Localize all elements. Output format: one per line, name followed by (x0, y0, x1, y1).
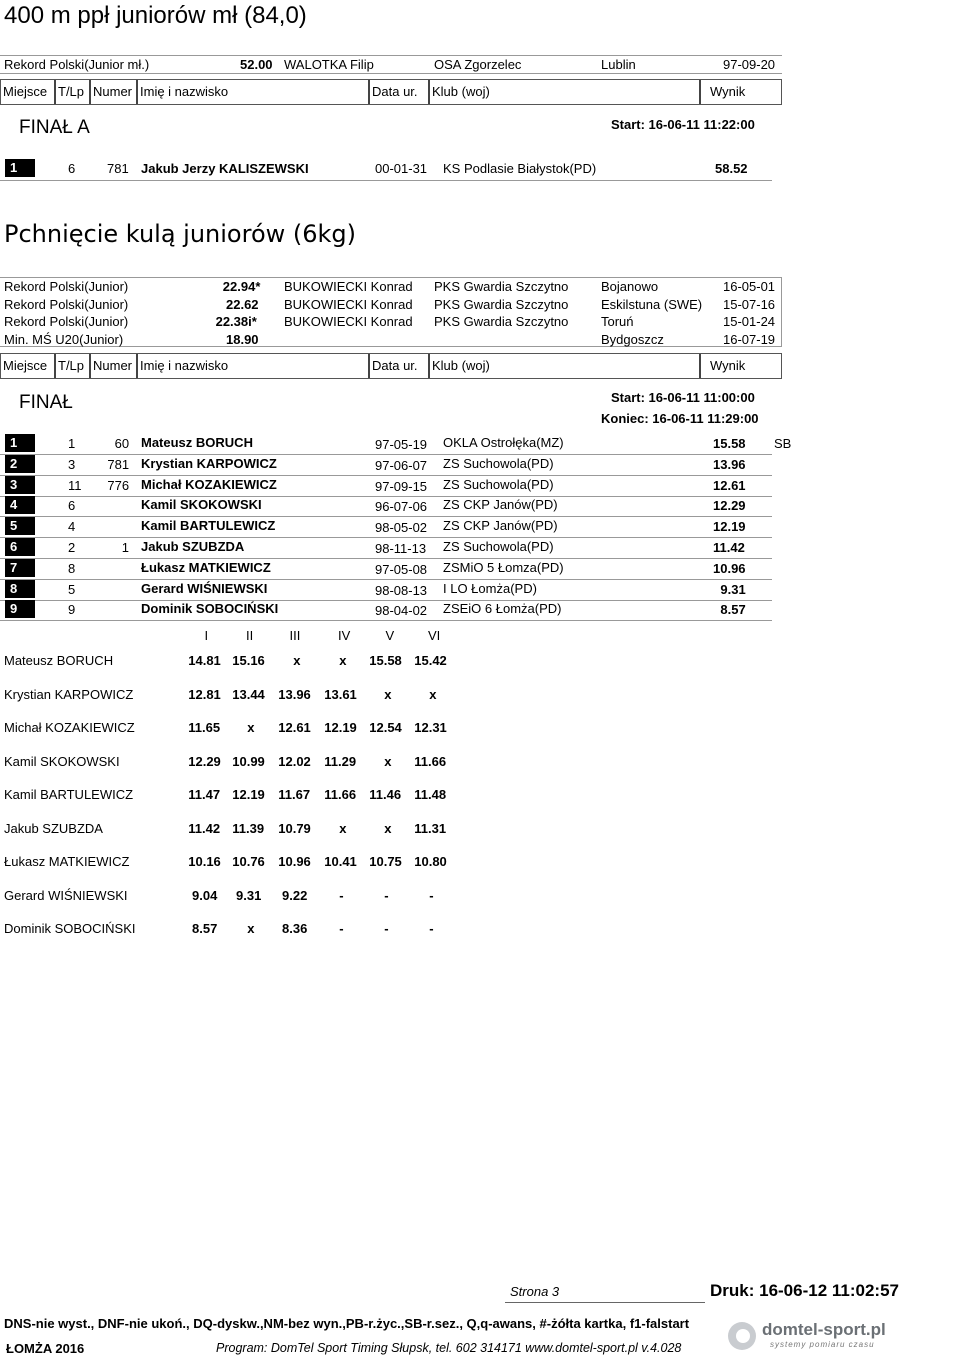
attempt-4: 11.66 (324, 787, 357, 802)
athlete-name: Jakub SZUBZDA (141, 539, 245, 554)
attempt-5: 15.58 (369, 653, 402, 668)
attempt-2: 15.16 (232, 653, 265, 668)
club: ZS CKP Janów(PD) (443, 497, 558, 513)
attempt-athlete-name: Kamil SKOKOWSKI (4, 753, 120, 769)
place-badge: 1 (5, 159, 35, 177)
attempt-athlete-name: Łukasz MATKIEWICZ (4, 854, 130, 869)
table-row (0, 517, 800, 537)
record-result: 22.38i* (215, 314, 257, 329)
header-place: Miejsce (1, 80, 56, 104)
record-place: Lublin (601, 57, 636, 72)
lane: 6 (68, 161, 76, 176)
club: ZS Suchowola(PD) (443, 455, 554, 471)
event2-end: Koniec: 16-06-11 11:29:00 (601, 411, 759, 426)
record-result: 52.00 (240, 57, 273, 72)
place-badge: 7 (5, 559, 35, 577)
attempt-row (0, 921, 480, 939)
attempt-2: 11.39 (232, 820, 265, 836)
table-row (0, 538, 800, 558)
attempt-athlete-name: Mateusz BORUCH (4, 653, 114, 668)
table-row (0, 580, 800, 600)
date-of-birth: 98-05-02 (375, 520, 428, 536)
attempt-2: 12.19 (232, 787, 265, 802)
club: I LO Łomża(PD) (443, 580, 537, 596)
record-place: Toruń (601, 314, 634, 329)
header-lane: T/Lp (56, 80, 91, 104)
athlete-name: Mateusz BORUCH (141, 435, 253, 450)
club: ZSMiO 5 Łomza(PD) (443, 559, 564, 575)
attempt-3: 11.67 (278, 787, 311, 802)
header-place: Miejsce (1, 354, 56, 378)
header-club: Klub (woj) (430, 354, 701, 378)
bib-number: 1 (121, 540, 130, 555)
attempt-row (0, 687, 480, 705)
header-dob: Data ur. (370, 354, 430, 378)
bib-number: 60 (114, 436, 130, 451)
result: 12.29 (713, 498, 746, 514)
attempt-6: 12.31 (414, 720, 447, 735)
attempt-6: - (429, 921, 434, 936)
attempt-1: 11.47 (188, 787, 221, 802)
event1-title: 400 m ppł juniorów mł (84,0) (4, 2, 307, 29)
lane: 9 (68, 602, 76, 618)
place-badge: 5 (5, 517, 35, 535)
attempt-5: - (384, 921, 389, 936)
record-label: Rekord Polski(Junior mł.) (4, 57, 150, 72)
attempt-row (0, 854, 480, 872)
athlete-name: Michał KOZAKIEWICZ (141, 476, 277, 492)
attempt-6: - (429, 887, 434, 903)
header-result: Wynik (710, 84, 746, 99)
attempt-6: x (429, 686, 437, 702)
attempt-3: x (293, 653, 301, 668)
page-number: Strona 3 (510, 1284, 560, 1299)
table-row (0, 476, 800, 496)
header-club: Klub (woj) (430, 80, 701, 104)
club: OKLA Ostrołęka(MZ) (443, 435, 564, 450)
table-row (0, 600, 800, 620)
event2-final-label: FINAŁ (19, 392, 73, 413)
record-club: PKS Gwardia Szczytno (434, 314, 569, 329)
attempt-5: - (384, 887, 389, 903)
header-number: Numer (91, 80, 138, 104)
bib-number: 776 (107, 477, 130, 493)
athlete-name: Kamil SKOKOWSKI (141, 497, 262, 513)
header-dob: Data ur. (370, 80, 430, 104)
result: 13.96 (713, 456, 746, 472)
lane: 4 (68, 519, 76, 535)
place-badge: 4 (5, 496, 35, 514)
attempt-row (0, 754, 480, 772)
record-date: 16-05-01 (723, 279, 776, 294)
header-number: Numer (91, 354, 138, 378)
attempt-5: 12.54 (369, 720, 402, 735)
record-place: Bojanowo (601, 279, 659, 294)
attempt-athlete-name: Michał KOZAKIEWICZ (4, 720, 135, 735)
attempt-1: 11.42 (188, 820, 221, 836)
print-timestamp: Druk: 16-06-12 11:02:57 (710, 1281, 900, 1300)
athlete-name: Gerard WIŚNIEWSKI (141, 580, 268, 596)
logo-tagline: systemy pomiaru czasu (770, 1340, 875, 1349)
attempt-6: 11.66 (414, 753, 447, 769)
season-best-note: SB (774, 436, 792, 451)
lane: 5 (68, 581, 76, 597)
date-of-birth: 98-11-13 (375, 541, 427, 556)
record-club: OSA Zgorzelec (434, 57, 522, 72)
date-of-birth: 97-05-08 (375, 561, 428, 577)
place-badge: 6 (5, 538, 35, 556)
event1-final-label: FINAŁ A (19, 117, 90, 138)
attempt-row (0, 821, 480, 839)
attempt-1: 12.29 (188, 753, 221, 769)
attempt-6: 11.48 (414, 787, 447, 802)
attempt-header-3: III (289, 628, 301, 643)
attempt-3: 8.36 (282, 921, 308, 936)
date-of-birth: 98-08-13 (375, 582, 428, 598)
attempt-row (0, 653, 480, 671)
attempt-3: 9.22 (282, 887, 308, 903)
header-name: Imię i nazwisko (138, 80, 370, 104)
event2-start: Start: 16-06-11 11:00:00 (611, 390, 755, 405)
date-of-birth: 97-09-15 (375, 478, 428, 494)
place-badge: 2 (5, 455, 35, 473)
attempt-header-1: I (204, 628, 209, 643)
record-date: 97-09-20 (723, 57, 776, 72)
club: KS Podlasie Białystok(PD) (443, 161, 597, 176)
attempt-row (0, 720, 480, 738)
attempt-header-6: VI (428, 628, 441, 643)
result: 10.96 (713, 560, 746, 576)
attempt-1: 9.04 (192, 887, 218, 903)
bib-number: 781 (107, 456, 130, 472)
date-of-birth: 00-01-31 (375, 161, 428, 176)
lane: 11 (68, 477, 82, 493)
athlete-name: Łukasz MATKIEWICZ (141, 559, 271, 575)
date-of-birth: 97-06-07 (375, 457, 428, 473)
attempt-athlete-name: Krystian KARPOWICZ (4, 686, 134, 702)
date-of-birth: 96-07-06 (375, 499, 428, 515)
athlete-name: Kamil BARTULEWICZ (141, 518, 276, 534)
attempt-5: 10.75 (369, 854, 402, 869)
attempt-4: 11.29 (324, 753, 357, 769)
attempt-2: 10.76 (232, 854, 265, 869)
record-athlete: BUKOWIECKI Konrad (284, 279, 413, 294)
result: 8.57 (720, 602, 746, 618)
date-of-birth: 98-04-02 (375, 603, 428, 619)
attempt-4: x (339, 653, 347, 668)
attempt-header-5: V (385, 628, 395, 643)
record-date: 15-01-24 (723, 314, 776, 329)
attempt-header-2: II (246, 628, 254, 643)
club: ZS CKP Janów(PD) (443, 518, 558, 534)
place-badge: 1 (5, 434, 35, 452)
header-name: Imię i nazwisko (138, 354, 370, 378)
attempt-3: 12.02 (278, 753, 311, 769)
table-row (0, 434, 800, 454)
record-place: Bydgoszcz (601, 331, 664, 347)
result: 15.58 (713, 436, 746, 451)
bib-number: 781 (107, 161, 129, 176)
attempt-6: 15.42 (414, 653, 447, 668)
lane: 6 (68, 498, 76, 514)
record-label: Rekord Polski(Junior) (4, 279, 129, 294)
attempt-3: 13.96 (278, 686, 311, 702)
attempt-3: 10.96 (278, 854, 311, 869)
record-result: 18.90 (226, 331, 259, 347)
date-of-birth: 97-05-19 (375, 437, 428, 452)
attempt-2: x (247, 921, 255, 936)
place-badge: 8 (5, 580, 35, 598)
record-label: Min. MŚ U20(Junior) (4, 331, 124, 347)
event1-header-bar (0, 79, 782, 105)
program-info: Program: DomTel Sport Timing Słupsk, tel. 602 314171 www.domtel-sport.pl v.4.028 (216, 1341, 682, 1355)
result: 12.61 (713, 477, 746, 493)
attempt-4: - (339, 921, 344, 936)
attempt-2: 9.31 (236, 887, 262, 903)
athlete-name: Jakub Jerzy KALISZEWSKI (141, 161, 309, 176)
attempt-2: 10.99 (232, 753, 265, 769)
location-year: ŁOMŻA 2016 (6, 1341, 85, 1356)
attempt-5: x (384, 753, 392, 769)
athlete-name: Dominik SOBOCIŃSKI (141, 601, 279, 617)
attempt-5: x (384, 820, 392, 836)
abbreviation-legend: DNS-nie wyst., DNF-nie ukoń., DQ-dyskw.,NM-bez wyn.,PB-r.życ.,SB-r.sez., Q,q-awans, #-żółta kartka, f1-falstart (4, 1316, 690, 1331)
event1-start: Start: 16-06-11 11:22:00 (611, 117, 755, 132)
record-place: Eskilstuna (SWE) (601, 296, 703, 312)
attempt-6: 11.31 (414, 820, 447, 836)
attempt-1: 8.57 (192, 921, 218, 936)
header-result: Wynik (710, 358, 746, 373)
attempt-4: - (339, 887, 344, 903)
row-divider (0, 620, 772, 621)
domtel-logo (728, 1318, 913, 1352)
attempt-6: 10.80 (414, 854, 447, 869)
attempt-3: 12.61 (278, 720, 311, 735)
lane: 1 (68, 436, 76, 451)
attempt-1: 12.81 (188, 686, 221, 702)
record-result: 22.94* (222, 279, 261, 294)
attempt-2: 13.44 (232, 686, 265, 702)
place-badge: 3 (5, 476, 35, 494)
attempt-4: 13.61 (324, 686, 357, 702)
record-result: 22.62 (226, 296, 259, 312)
record-athlete: BUKOWIECKI Konrad (284, 296, 413, 312)
table-row (0, 559, 800, 579)
attempt-athlete-name: Kamil BARTULEWICZ (4, 787, 134, 802)
attempt-4: x (339, 820, 347, 836)
place-badge: 9 (5, 600, 35, 618)
lane: 8 (68, 560, 76, 576)
record-athlete: WALOTKA Filip (284, 57, 374, 72)
attempt-athlete-name: Jakub SZUBZDA (4, 820, 103, 836)
table-row (0, 496, 800, 516)
club: ZSEiO 6 Łomża(PD) (443, 601, 562, 617)
record-date: 15-07-16 (723, 296, 776, 312)
attempt-3: 10.79 (278, 820, 311, 836)
header-lane: T/Lp (56, 354, 91, 378)
attempt-athlete-name: Gerard WIŚNIEWSKI (4, 887, 128, 903)
table-row (0, 455, 800, 475)
record-club: PKS Gwardia Szczytno (434, 296, 569, 312)
attempt-5: 11.46 (369, 787, 402, 802)
record-club: PKS Gwardia Szczytno (434, 279, 569, 294)
event2-header-bar (0, 353, 782, 379)
attempt-5: x (384, 686, 392, 702)
attempt-row (0, 787, 480, 805)
attempt-row (0, 888, 480, 906)
logo-text: domtel-sport.pl (762, 1320, 886, 1339)
record-date: 16-07-19 (723, 331, 776, 347)
result: 12.19 (713, 519, 746, 535)
attempt-1: 14.81 (188, 653, 221, 668)
attempt-4: 12.19 (324, 720, 357, 735)
record-label: Rekord Polski(Junior) (4, 314, 129, 329)
attempt-header-4: IV (338, 628, 351, 643)
record-athlete: BUKOWIECKI Konrad (284, 314, 413, 329)
result: 11.42 (713, 540, 745, 555)
event2-title: Pchnięcie kulą juniorów (6kg) (4, 220, 357, 248)
attempt-1: 10.16 (188, 854, 221, 869)
athlete-name: Krystian KARPOWICZ (141, 455, 277, 471)
record-label: Rekord Polski(Junior) (4, 296, 129, 312)
club: ZS Suchowola(PD) (443, 539, 554, 554)
attempt-1: 11.65 (188, 720, 221, 735)
attempt-4: 10.41 (324, 854, 357, 869)
lane: 3 (68, 456, 76, 472)
lane: 2 (68, 540, 76, 555)
attempt-athlete-name: Dominik SOBOCIŃSKI (4, 921, 136, 936)
attempt-2: x (247, 720, 255, 735)
result: 9.31 (720, 581, 746, 597)
result: 58.52 (715, 161, 748, 176)
club: ZS Suchowola(PD) (443, 476, 554, 492)
